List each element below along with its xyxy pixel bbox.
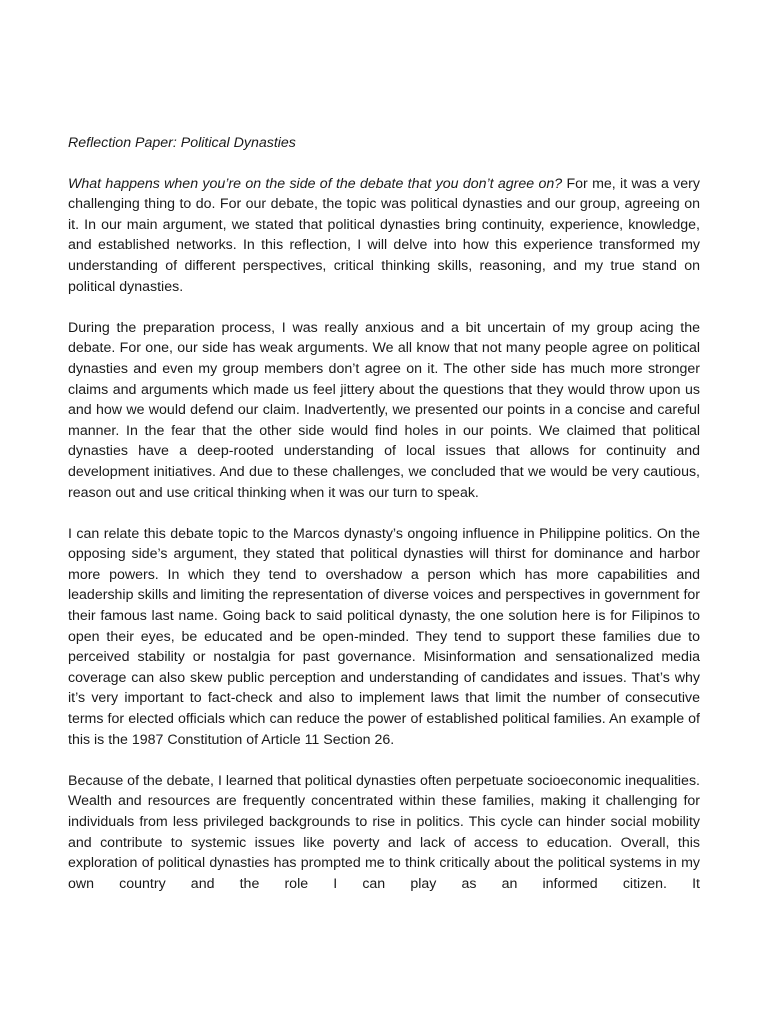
paragraph-body: During the preparation process, I was really anxious and a bit uncertain of my group acing the debate. For one, our side has weak arguments. We all know that not many people agree on political dynasties and even my group members don’t agree on it. The other side has much more stronger claims and arguments which made us feel jittery about the questions that they would throw upon us and how we would defend our claim. Inadvertently, we presented our points in a concise and careful manner. In the fear that the other side would find holes in our points. We claimed that political dynasties have a deep-rooted understanding of local issues that allows for continuity and development initiatives. And due to these challenges, we concluded that we would be very cautious, reason out and use critical thinking when it was our turn to speak. (68, 319, 700, 501)
paragraph-marcos-dynasty (68, 524, 700, 751)
paragraph-introduction (68, 174, 700, 298)
paragraph-preparation (68, 318, 700, 503)
paragraph-learnings (68, 771, 700, 895)
document-title: Reflection Paper: Political Dynasties (68, 135, 296, 151)
paragraph-body: For me, it was a very challenging thing to do. For our debate, the topic was political dynasties and our group, agreeing on it. In our main argument, we stated that political dynasties bring continuity, experience, knowledge, and established networks. In this reflection, I will delve into how this experience transformed my understanding of different perspectives, critical thinking skills, reasoning, and my true stand on political dynasties. (68, 175, 700, 295)
paragraph-lead-question: What happens when you’re on the side of the debate that you don’t agree on? (68, 175, 563, 192)
paragraph-body: I can relate this debate topic to the Marcos dynasty’s ongoing influence in Philippine politics. On the opposing side’s argument, they stated that political dynasties will thirst for dominance and harbor more powers. In which they tend to overshadow a person which has more capabilities and leadership skills and limiting the representation of diverse voices and perspectives in government for their famous last name. Going back to said political dynasty, the one solution here is for Filipinos to open their eyes, be educated and be open-minded. They tend to support these families due to perceived stability or nostalgia for past governance. Misinformation and sensationalized media coverage can also skew public perception and understanding of candidates and issues. That’s why it’s very important to fact-check and also to implement laws that limit the number of consecutive terms for elected officials which can reduce the power of established political families. An example of this is the 1987 Constitution of Article 11 Section 26. (68, 525, 700, 748)
document-page (68, 133, 700, 894)
paragraph-body: Because of the debate, I learned that political dynasties often perpetuate socioeconomic inequalities. Wealth and resources are frequently concentrated within these families, making it challenging for individuals from less privileged backgrounds to rise in politics. This cycle can hinder social mobility and contribute to systemic issues like poverty and lack of access to education. Overall, this exploration of political dynasties has prompted me to think critically about the political systems in my own country and the role I can play as an informed citizen. It (68, 772, 700, 892)
